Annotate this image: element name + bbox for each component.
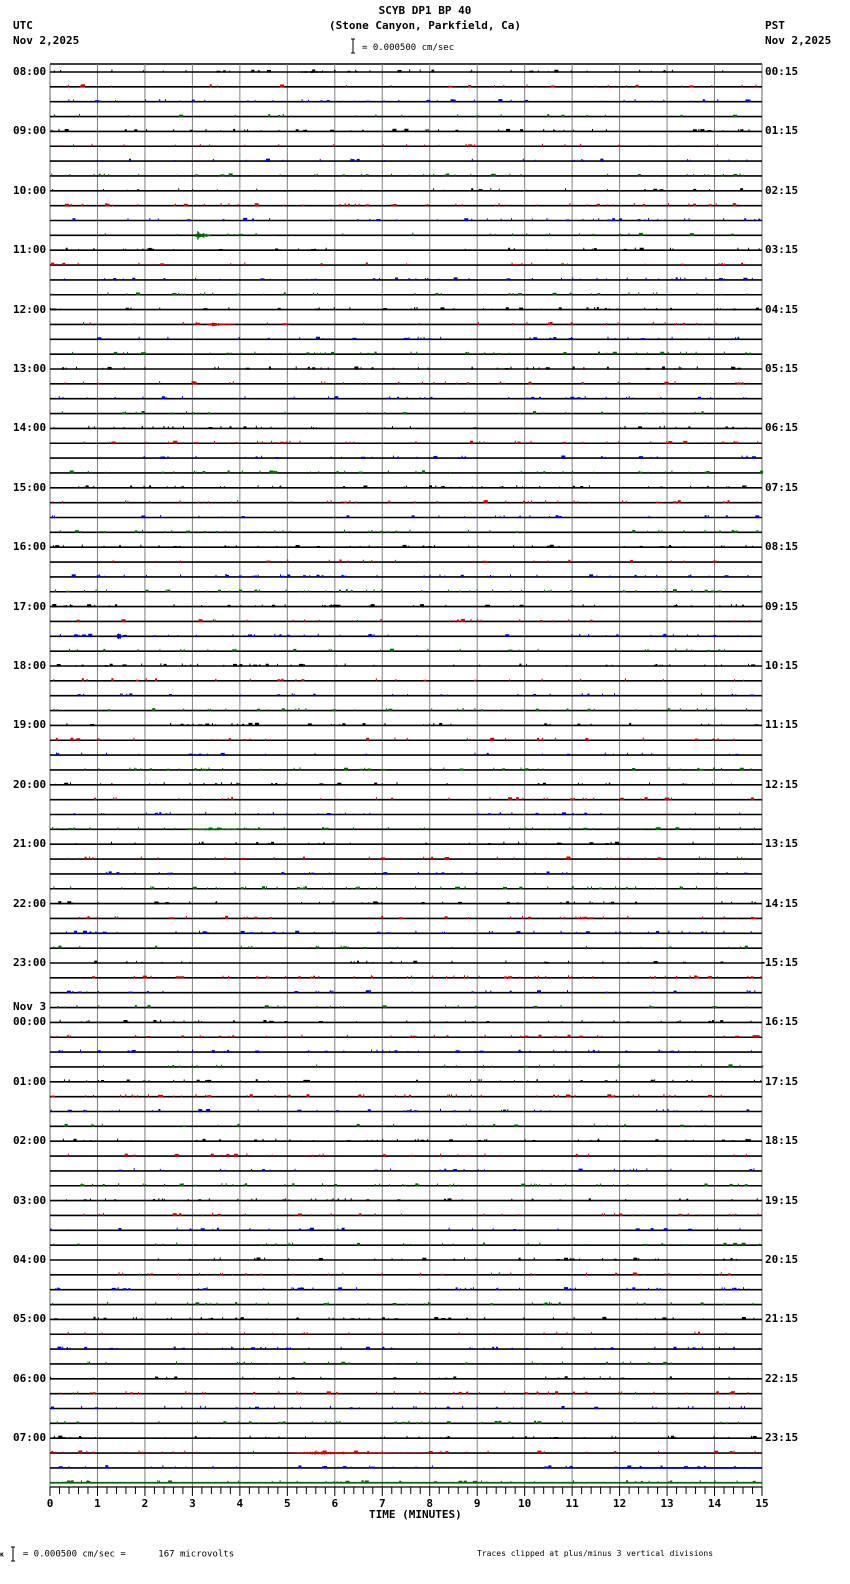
footer-scale-legend [0,1546,234,1562]
x-tick-label: 8 [426,1497,434,1510]
pst-hour-label: 07:15 [765,480,799,494]
x-tick-label: 7 [378,1497,386,1510]
utc-hour-label: 03:00 [13,1193,47,1207]
utc-hour-label: 09:00 [13,124,47,138]
pst-hour-label: 17:15 [765,1074,799,1088]
utc-hour-label: 02:00 [13,1134,47,1148]
pst-hour-label: 09:15 [765,599,799,613]
utc-hour-label: 16:00 [13,540,47,554]
x-tick-label: 4 [236,1497,244,1510]
right-date-label: Nov 2,2025 [765,34,832,47]
scale-legend-top: = 0.000500 cm/sec [362,43,455,53]
utc-hour-label: 12:00 [13,302,47,316]
scale-marker-icon: 𝛋 [0,1550,4,1559]
pst-hour-label: 04:15 [765,302,799,316]
pst-hour-label: 11:15 [765,718,799,732]
utc-hour-label: 07:00 [13,1431,47,1445]
pst-hour-label: 06:15 [765,421,799,435]
pst-hour-label: 14:15 [765,896,799,910]
pst-hour-label: 10:15 [765,659,799,672]
utc-hour-label: 13:00 [13,362,47,375]
left-date-label: Nov 2,2025 [13,34,80,47]
x-tick-label: 14 [707,1497,722,1510]
pst-hour-label: 18:15 [765,1134,799,1148]
x-tick-label: 13 [660,1497,674,1510]
date-change-label: Nov 3 [13,1000,47,1014]
pst-hour-label: 15:15 [765,956,799,969]
x-tick-label: 0 [46,1497,54,1510]
utc-hour-label: 04:00 [13,1253,47,1266]
pst-hour-label: 05:15 [765,362,799,375]
utc-hour-label: 06:00 [13,1371,47,1385]
utc-hour-label: 22:00 [13,896,47,910]
x-tick-label: 9 [473,1497,481,1510]
x-tick-label: 10 [518,1497,532,1510]
pst-hour-label: 03:15 [765,243,799,257]
scale-bar-icon [9,1546,17,1562]
utc-hour-label: 21:00 [13,837,47,851]
utc-hour-label: 01:00 [13,1074,47,1088]
utc-hour-label: 00:00 [13,1015,47,1029]
utc-hour-label: 10:00 [13,183,47,197]
x-tick-label: 5 [284,1497,291,1510]
clip-note: Traces clipped at plus/minus 3 vertical divisions [477,1549,714,1558]
pst-hour-label: 08:15 [765,540,799,554]
utc-hour-label: 18:00 [13,659,47,672]
left-timezone-label: UTC [13,19,33,32]
x-tick-label: 2 [141,1497,149,1510]
pst-hour-label: 16:15 [765,1015,799,1029]
chart-title: SCYB DP1 BP 40 [378,4,472,17]
x-axis-label: TIME (MINUTES) [369,1508,462,1521]
utc-hour-label: 23:00 [13,956,47,969]
pst-hour-label: 20:15 [765,1253,799,1266]
pst-hour-label: 22:15 [765,1371,799,1385]
utc-hour-label: 14:00 [13,421,47,435]
station-subtitle: (Stone Canyon, Parkfield, Ca) [328,19,522,32]
utc-hour-label: 15:00 [13,480,47,494]
utc-hour-label: 05:00 [13,1312,47,1326]
x-tick-label: 11 [565,1497,579,1510]
pst-hour-label: 02:15 [765,183,799,197]
x-tick-label: 15 [755,1497,769,1510]
utc-hour-label: 08:00 [13,65,47,78]
pst-hour-label: 01:15 [765,124,799,138]
utc-hour-label: 20:00 [13,777,47,791]
pst-hour-label: 21:15 [765,1312,799,1326]
x-tick-label: 3 [189,1497,196,1510]
pst-hour-label: 13:15 [765,837,799,851]
utc-hour-label: 11:00 [13,243,47,257]
right-timezone-label: PST [765,19,785,32]
footer-scale-text: = 0.000500 cm/sec = 167 microvolts [22,1549,235,1560]
pst-hour-label: 12:15 [765,777,799,791]
x-tick-label: 1 [94,1497,101,1510]
x-tick-label: 6 [331,1497,339,1510]
utc-hour-label: 19:00 [13,718,47,732]
pst-hour-label: 00:15 [765,65,799,78]
pst-hour-label: 19:15 [765,1193,799,1207]
utc-hour-label: 17:00 [13,599,47,613]
x-tick-label: 12 [612,1497,627,1510]
pst-hour-label: 23:15 [765,1431,799,1445]
